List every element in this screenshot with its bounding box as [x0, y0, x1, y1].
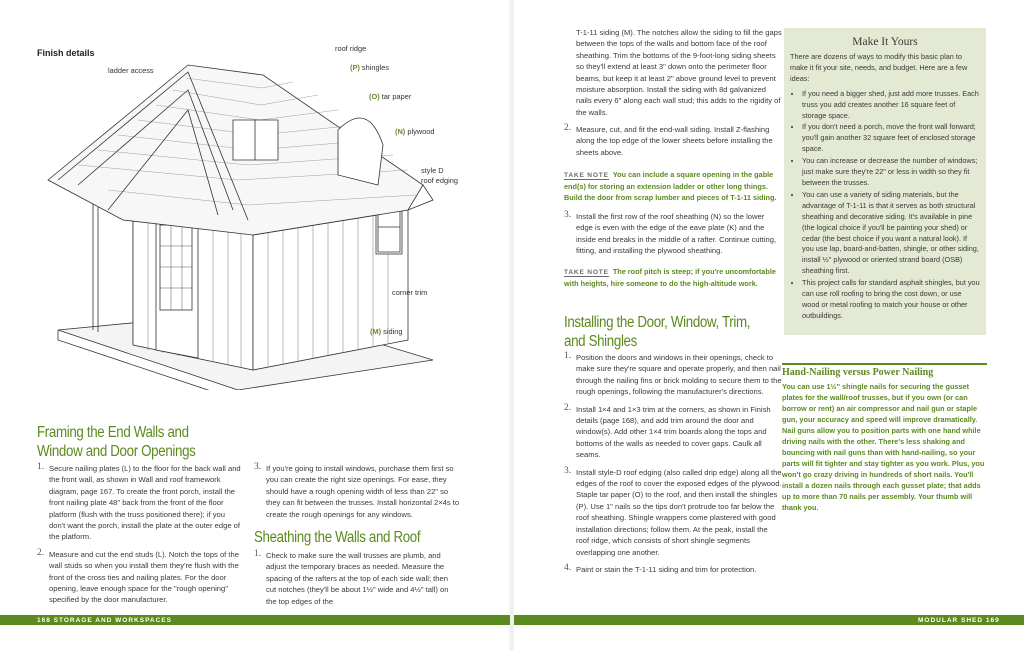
continued-paragraph: T-1-11 siding (M). The notches allow the siding to fill the gaps between the tops of the walls and bottom face of the roof sheathing. Trim the bottoms of the 9-foot-long siding sheets so they'll extend at least 3" down onto the perimeter floor beams, but keep it at least 2" above ground level to prevent moisture absorption. Install the siding with 8d galvanized nails every 6" along each wall stud; this adds to the rigidity of the walls.	[576, 28, 782, 117]
left-page	[0, 0, 510, 651]
callout-tar-paper	[369, 92, 411, 101]
step	[564, 564, 782, 575]
callout-ladder-access: ladder access	[108, 66, 154, 75]
list-item: • You can increase or decrease the number of windows; just make sure they're 22" or less in width so they fit between the trusses.	[802, 156, 980, 189]
page-number: 169	[985, 617, 1000, 624]
callout-label: tar paper	[381, 92, 412, 101]
step	[254, 550, 460, 607]
step-number: 3.	[564, 210, 572, 220]
take-note-text: The roof pitch is steep; if you're uncomfortable with heights, hire someone to do the high-altitude work.	[564, 267, 776, 288]
callout-shingles	[350, 63, 389, 72]
step-number: 2.	[37, 547, 45, 558]
sheathing-step-3	[564, 211, 782, 263]
title-line: Installing the Door, Window, Trim,	[564, 314, 751, 331]
take-note-ladder	[564, 169, 782, 203]
step-number: 1.	[564, 351, 572, 361]
running-head: MODULAR SHED	[918, 617, 984, 624]
step	[564, 404, 782, 461]
step-text: Paint or stain the T-1-11 siding and trim for protection.	[576, 564, 757, 574]
step-number: 2.	[564, 402, 572, 413]
callout-edging-line1: style D	[421, 166, 444, 175]
running-head: STORAGE AND WORKSPACES	[53, 617, 172, 624]
box-title: Hand-Nailing versus Power Nailing	[782, 367, 934, 378]
step-number: 3.	[254, 462, 262, 472]
footer-right-text	[918, 617, 1000, 624]
step-number: 1.	[37, 462, 45, 472]
step	[37, 463, 243, 543]
installing-steps	[564, 352, 782, 581]
section-title-framing	[37, 423, 195, 461]
step-text: Install the first row of the roof sheathing (N) so the lower edge is even with the edge of the eave plate (K) and the inside end breaks in the middle of a rafter. Continue cutting, fitting, and installing the plywood sheathing.	[576, 212, 777, 256]
callout-plywood	[395, 127, 434, 136]
callout-letter: (M)	[370, 327, 382, 336]
callout-corner-trim: corner trim	[392, 288, 428, 297]
shed-illustration	[38, 60, 468, 390]
section-title-sheathing: Sheathing the Walls and Roof	[254, 529, 421, 546]
step	[564, 124, 782, 158]
callout-letter: (P)	[350, 63, 360, 72]
list-item: • If you don't need a porch, move the front wall forward; you'll gain another 32 square feet of enclosed storage space.	[802, 122, 980, 155]
step	[254, 463, 460, 520]
page-number: 168	[37, 617, 51, 624]
list-item: • This project calls for standard asphalt shingles, but you can use roll roofing to bring the cost down, or use wood or metal roofing to match your house or other outbuildings.	[802, 278, 980, 322]
callout-letter: (N)	[395, 127, 406, 136]
step-number: 2.	[564, 123, 572, 133]
step-number: 1.	[254, 549, 262, 559]
step	[564, 352, 782, 398]
title-line: and Shingles	[564, 333, 637, 350]
take-note-tag: TAKE NOTE	[564, 172, 609, 179]
step-number: 4.	[564, 562, 572, 573]
figure-caption: Finish details	[37, 48, 95, 58]
step	[564, 211, 782, 257]
step	[37, 549, 243, 606]
box-rule	[782, 363, 987, 365]
take-note-roof	[564, 266, 782, 289]
title-line: Framing the End Walls and	[37, 424, 189, 441]
step-number: 3.	[564, 465, 572, 476]
callout-label: siding	[383, 327, 403, 336]
list-item: • If you need a bigger shed, just add more trusses. Each truss you add creates another 16 square feet of storage space.	[802, 89, 980, 122]
callout-edging-line2: roof edging	[421, 176, 458, 185]
section-title-installing	[564, 313, 750, 351]
step-text: Position the doors and windows in their openings, check to make sure they're square and operate properly, and then nail through the nailing fins or brick molding to secure them to the rough openings, following the manufacturer's directions.	[576, 353, 782, 397]
step-text: If you're going to install windows, purchase them first so you can create the right size openings. For ease, they should have a rough opening width of less than 22" so they can fit between the trusses. Install horizontal 2×4s to create the rough openings for any windows.	[266, 464, 460, 519]
take-note-tag: TAKE NOTE	[564, 269, 609, 276]
step-text: Secure nailing plates (L) to the floor for the back wall and the front wall, as shown in Wall and roof framework diagram, page 167. To create the front porch, install the front nailing plate 48" back from the front of the floor platform (flush with the truss positioned there); if you don't want the porch, install the plate at the outer edge of the platform.	[49, 464, 241, 542]
sheathing-steps	[254, 550, 460, 613]
take-note-text: You can include a square opening in the gable end(s) for storing an extension ladder or other long things. Build the door from scrap lumber and pieces of T-1-11 siding.	[564, 170, 777, 202]
step-text: Install 1×4 and 1×3 trim at the corners, as shown in Finish details (page 168), and add trim around the door and window(s). Add other 1×4 trim boards along the tops and bottoms of the walls as needed to cover gaps. Caulk all seams.	[576, 404, 771, 460]
framing-step-3	[254, 463, 460, 526]
siding-step-2	[564, 124, 782, 164]
step-text: Install style-D roof edging (also called drip edge) along all the edges of the roof to cover the exposed edges of the plywood. Staple tar paper (O) to the roof, and then install the shingles (P). Use 1" nails so the tips don't protrude too far below the roof sheathing. Shingle wrappers come plastered with good installation directions; follow them. At the peak, install the roof ridge, which consists of short shingle segments overlapping one another.	[576, 467, 782, 557]
step-text: Measure and cut the end studs (L). Notch the tops of the wall studs so when you install them they're flush with the front of the cross ties and nailing plates. For the door opening, leave enough space for the "rough opening" specified by the door manufacturer.	[49, 549, 239, 605]
callout-label: shingles	[361, 63, 390, 72]
box-text: You can use 1½" shingle nails for securing the gusset plates for the wall/roof trusses, but if you own (or can borrow or rent) an air compressor and nail gun or staple gun, your accuracy and speed will improve dramatically. Nail guns allow you to position parts with one hand while driving nails with the other. There's less shaking and bouncing with nail guns than with hand-nailing, so your parts will fit tighter and stay tighter as you work. Plus, you won't go crazy driving in hundreds of short nails. You'll install a dozen nails through each gusset plate; that adds up to more than 70 nails per assembly. Your thumb will thank you.	[782, 382, 985, 512]
callout-label: plywood	[407, 127, 435, 136]
sidebar-title: Make It Yours	[852, 36, 918, 48]
callout-siding	[370, 327, 402, 336]
make-it-yours-sidebar	[784, 28, 986, 335]
callout-letter: (O)	[369, 92, 380, 101]
sidebar-list	[784, 89, 986, 322]
list-item: • You can use a variety of siding materials, but the advantage of T-1-11 is that it serves as both structural sheathing and decorative siding. It's available in pine (the logical choice if you'll be painting your shed) or cedar (the best choice if you want a natural look). If you use lap, board-and-batten, shingle, or other siding, install ½" plywood or oriented strand board (OSB) sheathing first.	[802, 190, 980, 277]
framing-steps	[37, 463, 243, 612]
step-text: Check to make sure the wall trusses are plumb, and adjust the temporary braces as needed. Measure the spacing of the rafters at the top of each side wall; then cut notches (they'll be about 1½" wide and 4½" tall) on the top edges of the	[266, 551, 449, 606]
nailing-box	[782, 363, 987, 513]
footer-left-text	[37, 617, 172, 624]
title-line: Window and Door Openings	[37, 443, 196, 460]
callout-roof-ridge: roof ridge	[335, 44, 367, 53]
step	[564, 467, 782, 558]
sidebar-intro: There are dozens of ways to modify this basic plan to make it fit your site, needs, and budget. Here are a few ideas:	[790, 52, 968, 83]
step-text: Measure, cut, and fit the end-wall siding. Install Z-flashing along the top edge of the lower sheets before installing the sheets above.	[576, 125, 773, 157]
